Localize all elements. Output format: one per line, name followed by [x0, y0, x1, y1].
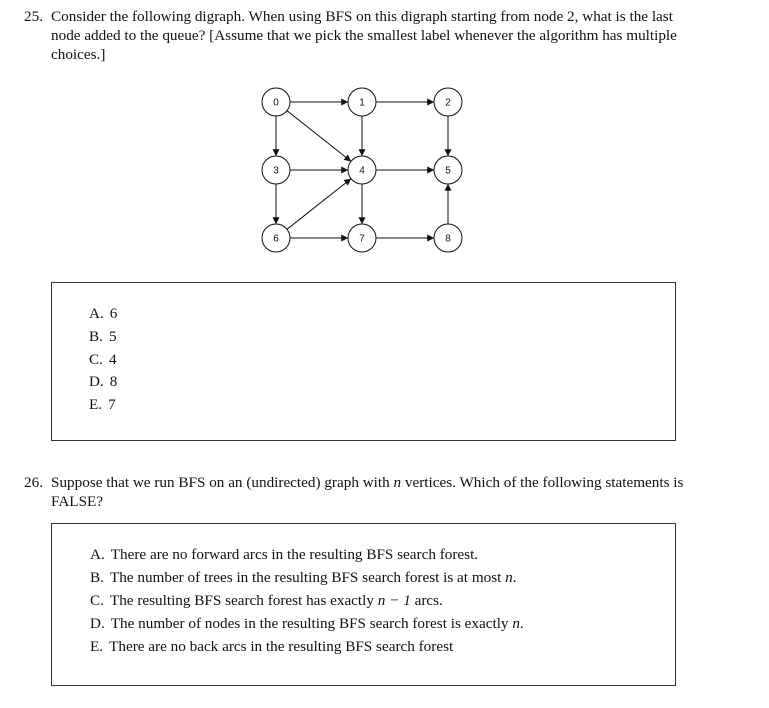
option-25-a[interactable] [89, 305, 117, 323]
question-25-text: Consider the following digraph. When using BFS on this digraph starting from node 2, what is the last node added to the queue? [Assume that we pick the smallest label whenever the algorithm has multiple choices.] [51, 8, 677, 63]
option-25-d[interactable] [89, 373, 117, 391]
option-label: B. [89, 328, 103, 345]
option-26-e[interactable] [90, 638, 453, 656]
option-math: n [512, 615, 520, 632]
option-26-c[interactable] [90, 592, 443, 610]
option-text: 8 [109, 373, 118, 390]
node-label-6: 6 [273, 233, 279, 245]
option-math: n − 1 [377, 592, 411, 609]
node-label-5: 5 [445, 165, 451, 177]
math-n: n [393, 474, 402, 491]
question-25-number: 25. [24, 8, 43, 25]
digraph [248, 78, 470, 254]
question-26-text-part: Suppose that we run BFS on an (undirected) graph with [51, 474, 394, 491]
option-label: C. [89, 351, 103, 368]
option-suffix: . [519, 615, 524, 632]
node-label-3: 3 [273, 165, 279, 177]
edge-6-4 [287, 179, 351, 229]
node-label-7: 7 [359, 233, 365, 245]
option-suffix: . [512, 569, 517, 586]
option-label: C. [90, 592, 104, 609]
option-text: The resulting BFS search forest has exactly [109, 592, 378, 609]
option-26-d[interactable] [90, 615, 524, 633]
edge-0-4 [287, 111, 351, 161]
option-26-b[interactable] [90, 569, 517, 587]
option-label: E. [90, 638, 104, 655]
option-math: n [505, 569, 513, 586]
node-label-1: 1 [359, 97, 365, 109]
question-26-number: 26. [24, 474, 43, 491]
option-label: A. [89, 305, 104, 322]
node-label-8: 8 [445, 233, 451, 245]
answer-box-25 [51, 282, 676, 441]
option-label: B. [90, 569, 104, 586]
option-text: 7 [108, 396, 116, 413]
option-text: 6 [109, 305, 118, 322]
node-label-4: 4 [359, 165, 365, 177]
option-label: A. [90, 546, 105, 563]
node-label-2: 2 [445, 97, 451, 109]
question-26 [24, 473, 684, 511]
option-25-e[interactable] [89, 396, 116, 414]
option-label: E. [89, 396, 103, 413]
option-suffix: arcs. [410, 592, 443, 609]
answer-box-26 [51, 523, 676, 686]
question-25 [24, 7, 684, 64]
question-26-text-part: vertices. Which of the following statements is FALSE? [51, 474, 684, 510]
option-text: There are no forward arcs in the resulting BFS search forest. [110, 546, 479, 563]
option-text: The number of trees in the resulting BFS search forest is at most [109, 569, 506, 586]
option-text: The number of nodes in the resulting BFS search forest is exactly [110, 615, 513, 632]
option-text: 4 [108, 351, 117, 368]
option-text: There are no back arcs in the resulting BFS search forest [109, 638, 454, 655]
option-label: D. [89, 373, 104, 390]
node-label-0: 0 [273, 97, 279, 109]
option-label: D. [90, 615, 105, 632]
option-26-a[interactable] [90, 546, 478, 564]
option-25-b[interactable] [89, 328, 117, 346]
option-25-c[interactable] [89, 351, 117, 369]
option-text: 5 [108, 328, 117, 345]
question-26-text [51, 473, 684, 511]
